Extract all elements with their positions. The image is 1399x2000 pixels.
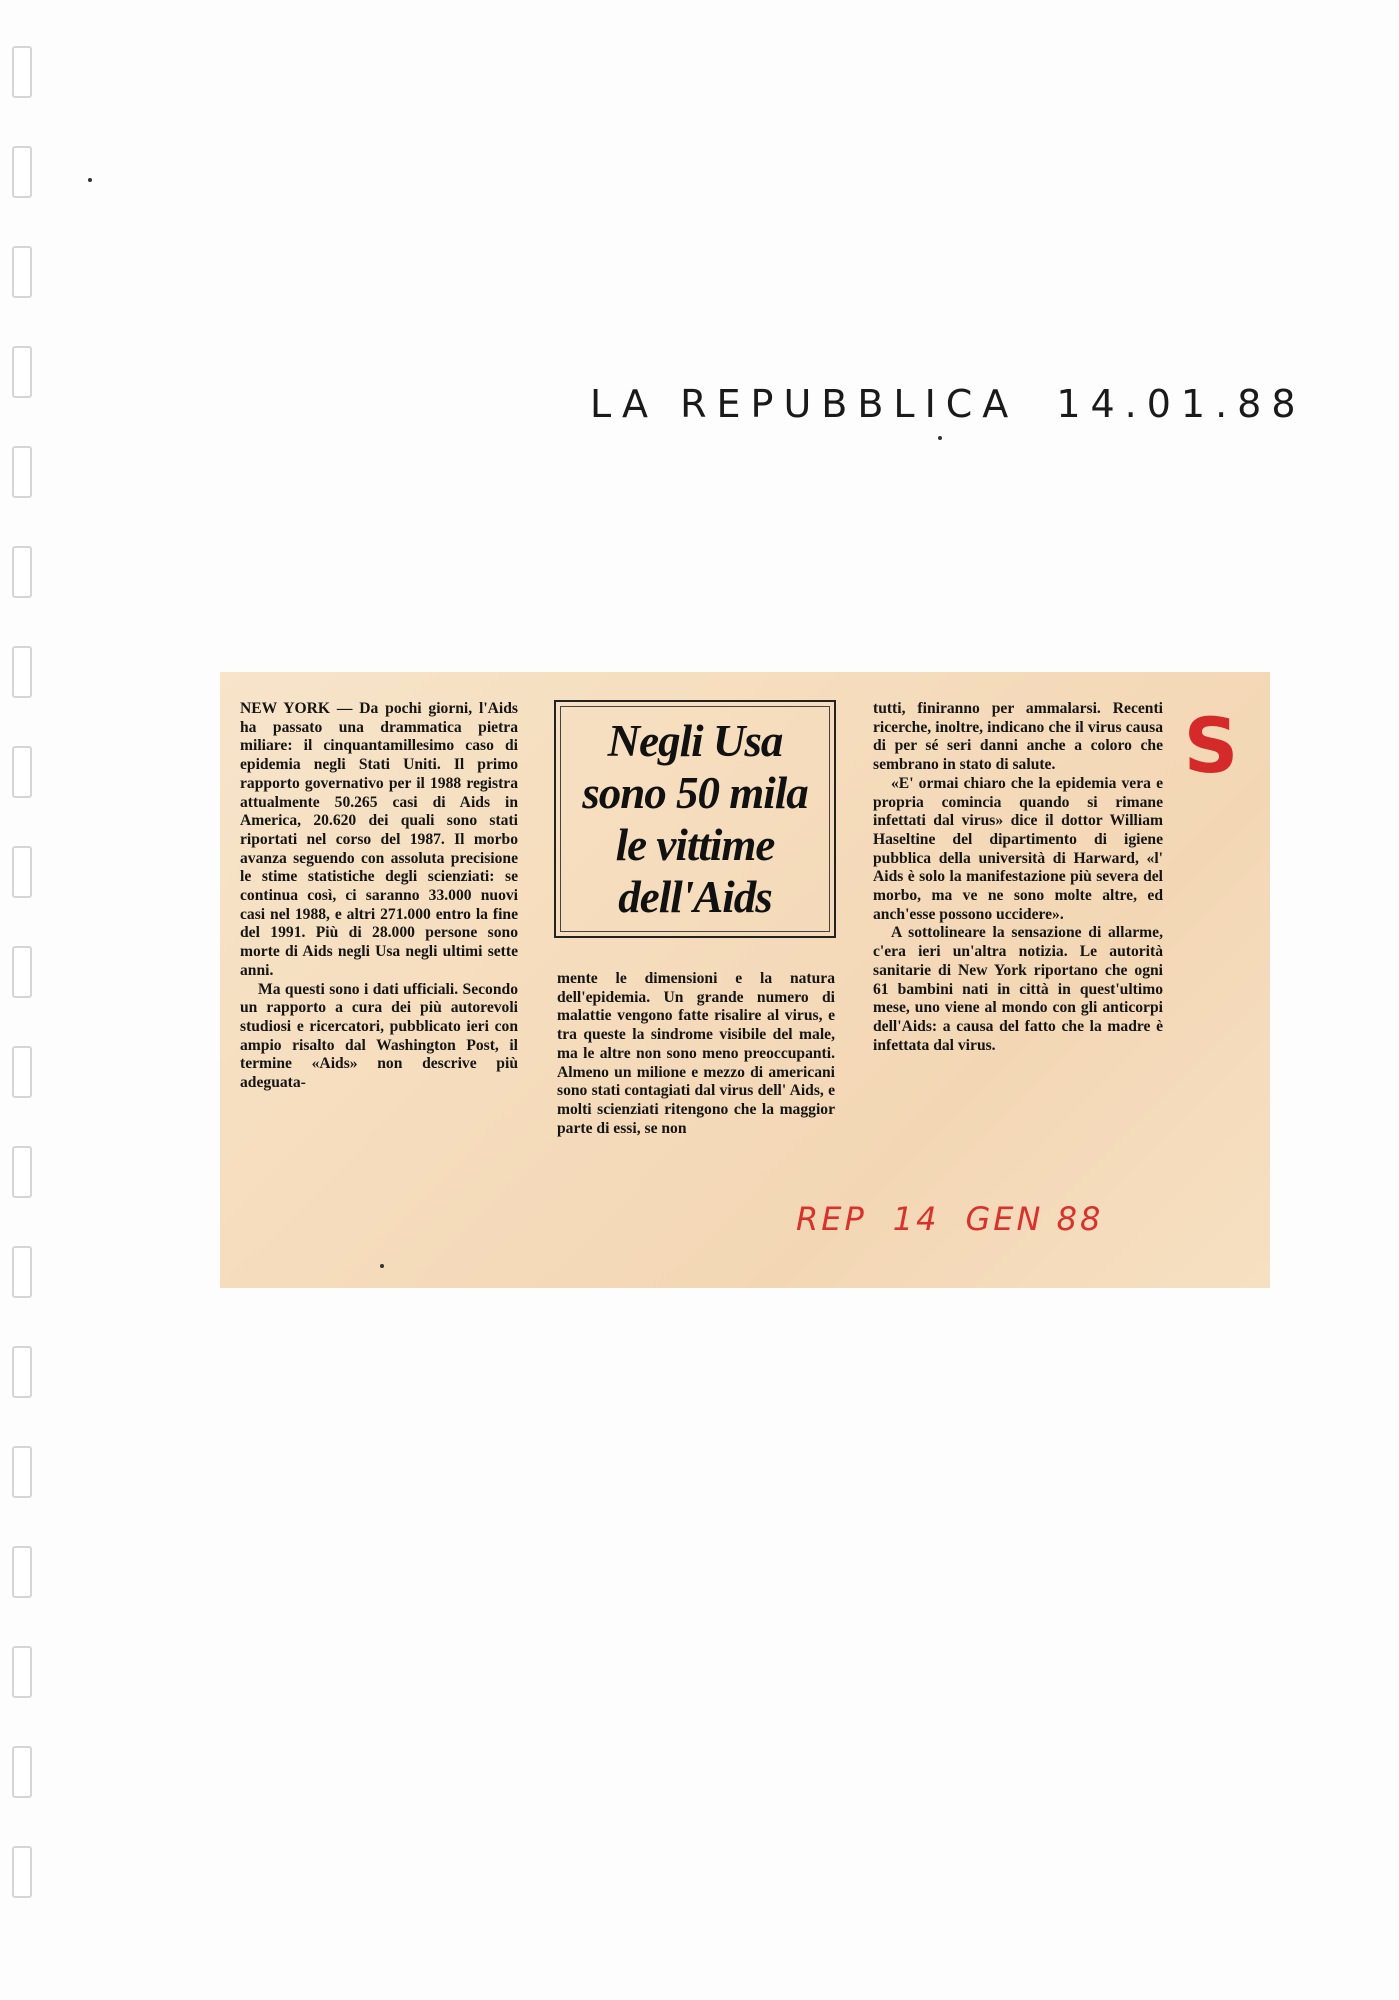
binder-hole: [12, 1846, 32, 1898]
article-column-3: [873, 700, 1163, 1055]
binder-hole: [12, 1146, 32, 1198]
speck: [380, 1264, 384, 1268]
binder-hole: [12, 546, 32, 598]
article-column-2: [557, 970, 835, 1138]
binder-hole: [12, 1746, 32, 1798]
binder-hole: [12, 1546, 32, 1598]
binder-hole: [12, 446, 32, 498]
headline-box: [554, 700, 836, 938]
note-day: 14: [892, 1200, 940, 1238]
binder-hole: [12, 1246, 32, 1298]
binder-hole: [12, 946, 32, 998]
handwritten-header: [590, 382, 1306, 442]
headline-line: dell'Aids: [618, 872, 772, 922]
article-paragraph: NEW YORK — Da pochi giorni, l'Aids ha passato una drammatica pietra miliare: il cinquantamillesimo caso di epidemia negli Stati Uniti. Il primo rapporto governativo per il 1988 registra attualmente 50.265 casi di Aids in America, 20.620 dei quali sono stati riportati nel corso del 1987. Il morbo avanza seguendo con assoluta precisione le stime statistiche degli scienziati: se continua così, ci saranno 33.000 nuovi casi nel 1988, e altri 271.000 entro la fine del 1991. Più di 28.000 persone sono morte di Aids negli Usa negli ultimi sette anni.: [240, 700, 518, 979]
binder-holes: [8, 0, 48, 2000]
note-source: REP: [796, 1200, 867, 1238]
publication-name: LA REPUBBLICA: [590, 382, 1019, 426]
publication-date: 14.01.88: [1056, 382, 1306, 426]
binder-hole: [12, 1446, 32, 1498]
article-paragraph: A sottolineare la sensazione di allarme, c'era ieri un'altra notizia. Le autorità sanitarie di New York riportano che ogni 61 bambini nati in città in quest'ultimo mese, uno viene al mondo con gli anticorpi dell'Aids: a causa del fatto che la madre è infettata dal virus.: [873, 924, 1163, 1054]
headline-line: sono 50 mila: [582, 768, 808, 818]
binder-hole: [12, 1646, 32, 1698]
binder-hole: [12, 46, 32, 98]
headline-line: Negli Usa: [607, 716, 783, 766]
handwritten-red-note: [796, 1200, 1104, 1250]
binder-hole: [12, 1046, 32, 1098]
binder-hole: [12, 1346, 32, 1398]
article-paragraph: «E' ormai chiaro che la epidemia vera e propria comincia quando si rimane infettati dal virus» dice il dottor William Haseltine del dipartimento di igiene pubblica della università di Harward, «l' Aids è solo la manifestazione più severa del morbo, ma ve ne sono molte altre, ed anch'esse possono uccidere».: [873, 774, 1163, 923]
binder-hole: [12, 146, 32, 198]
article-paragraph: Ma questi sono i dati ufficiali. Secondo un rapporto a cura dei più autorevoli studiosi e ricercatori, pubblicato ieri con ampio risalto dal Washington Post, il termine «Aids» non descrive più adeguata-: [240, 980, 518, 1092]
headline-line: le vittime: [615, 820, 775, 870]
article-column-1: [240, 700, 518, 1093]
speck: [938, 436, 942, 440]
binder-hole: [12, 846, 32, 898]
note-month-year: GEN 88: [965, 1200, 1104, 1238]
binder-hole: [12, 246, 32, 298]
section-mark: S: [1183, 701, 1239, 790]
newspaper-clipping: [220, 672, 1270, 1288]
speck: [88, 178, 92, 182]
headline: [582, 715, 808, 923]
binder-hole: [12, 746, 32, 798]
binder-hole: [12, 646, 32, 698]
article-paragraph: mente le dimensioni e la natura dell'epidemia. Un grande numero di malattie vengono fatte risalire al virus, e tra queste la sindrome visibile del male, ma le altre non sono meno preoccupanti. Almeno un milione e mezzo di americani sono stati contagiati dal virus dell' Aids, e molti scienziati ritengono che la maggior parte di essi, se non: [557, 970, 835, 1137]
article-paragraph: tutti, finiranno per ammalarsi. Recenti ricerche, inoltre, indicano che il virus causa di per sé seri danni anche a coloro che sembrano in stato di salute.: [873, 700, 1163, 774]
binder-hole: [12, 346, 32, 398]
